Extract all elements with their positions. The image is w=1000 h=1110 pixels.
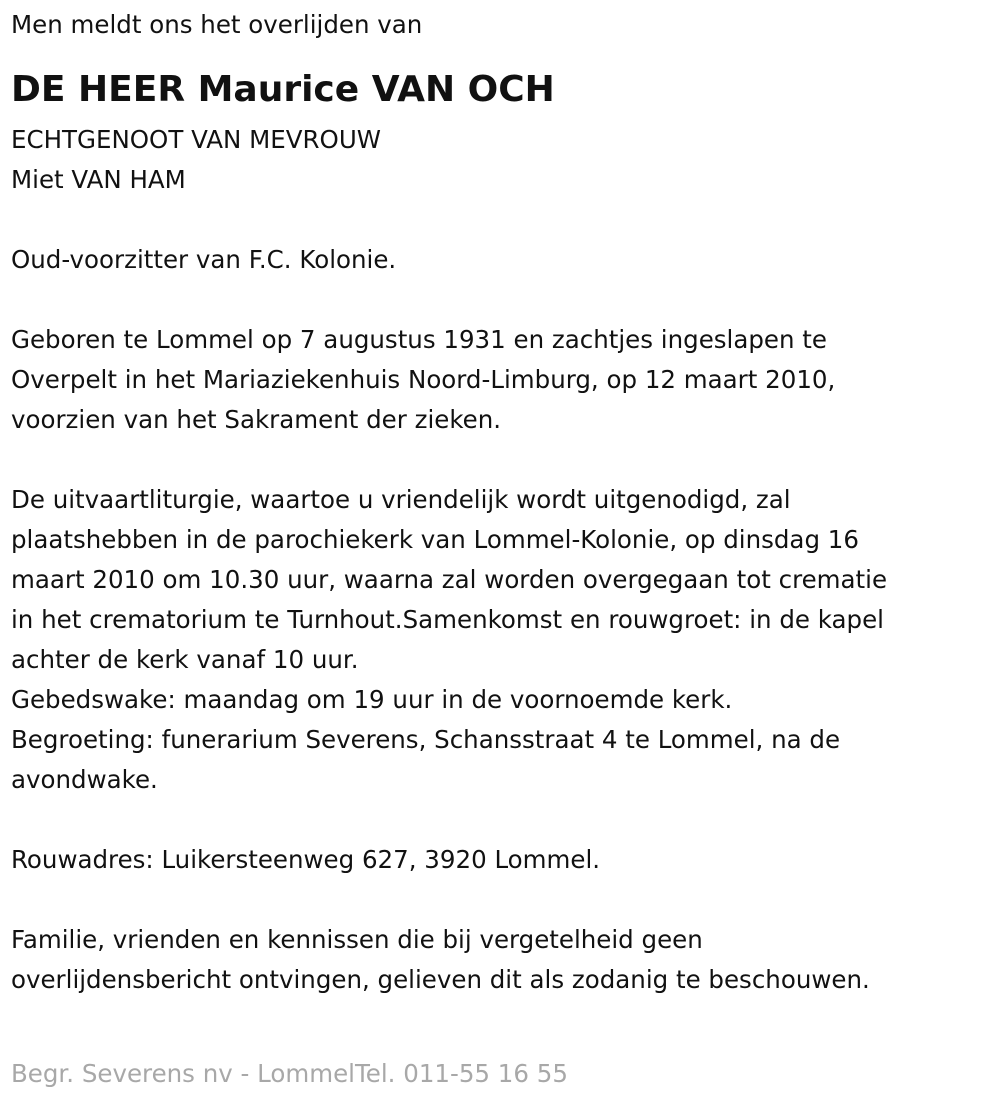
spacer (11, 200, 991, 240)
paragraph-line: De uitvaartliturgie, waartoe u vriendelijk wordt uitgenodigd, zal (11, 485, 791, 514)
paragraph-line: Begroeting: funerarium Severens, Schansstraat 4 te Lommel, na de (11, 725, 841, 754)
intro-text: Men meldt ons het overlijden van (11, 10, 423, 39)
paragraph-line: maart 2010 om 10.30 uur, waarna zal worden overgegaan tot crematie (11, 565, 888, 594)
paragraph-line: Overpelt in het Mariaziekenhuis Noord-Limburg, op 12 maart 2010, (11, 365, 836, 394)
paragraph-line: voorzien van het Sakrament der zieken. (11, 405, 502, 434)
deceased-name: DE HEER Maurice VAN OCH (11, 69, 555, 110)
spouse-title: ECHTGENOOT VAN MEVROUW (11, 125, 382, 154)
paragraph-line: Gebedswake: maandag om 19 uur in de voornoemde kerk. (11, 685, 733, 714)
spacer (11, 280, 991, 320)
role-text: Oud-voorzitter van F.C. Kolonie. (11, 245, 397, 274)
paragraph-line: achter de kerk vanaf 10 uur. (11, 645, 359, 674)
paragraph-line: in het crematorium te Turnhout.Samenkomst en rouwgroet: in de kapel (11, 605, 884, 634)
undertaker-footer: Begr. Severens nv - LommelTel. 011-55 16 55 (11, 1059, 568, 1088)
spouse-name: Miet VAN HAM (11, 165, 186, 194)
spacer (11, 440, 991, 480)
paragraph-line: plaatshebben in de parochiekerk van Lommel-Kolonie, op dinsdag 16 (11, 525, 859, 554)
birth-death-paragraph (11, 320, 991, 440)
paragraph-line: overlijdensbericht ontvingen, gelieven dit als zodanig te beschouwen. (11, 965, 870, 994)
mourning-address: Rouwadres: Luikersteenweg 627, 3920 Lommel. (11, 845, 601, 874)
paragraph-line: avondwake. (11, 765, 158, 794)
paragraph-line: Geboren te Lommel op 7 augustus 1931 en zachtjes ingeslapen te (11, 325, 827, 354)
death-notice (11, 0, 991, 1000)
paragraph-line: Familie, vrienden en kennissen die bij vergetelheid geen (11, 925, 703, 954)
closing-paragraph (11, 920, 991, 1000)
spacer (11, 880, 991, 920)
spacer (11, 800, 991, 840)
funeral-paragraph (11, 480, 991, 800)
